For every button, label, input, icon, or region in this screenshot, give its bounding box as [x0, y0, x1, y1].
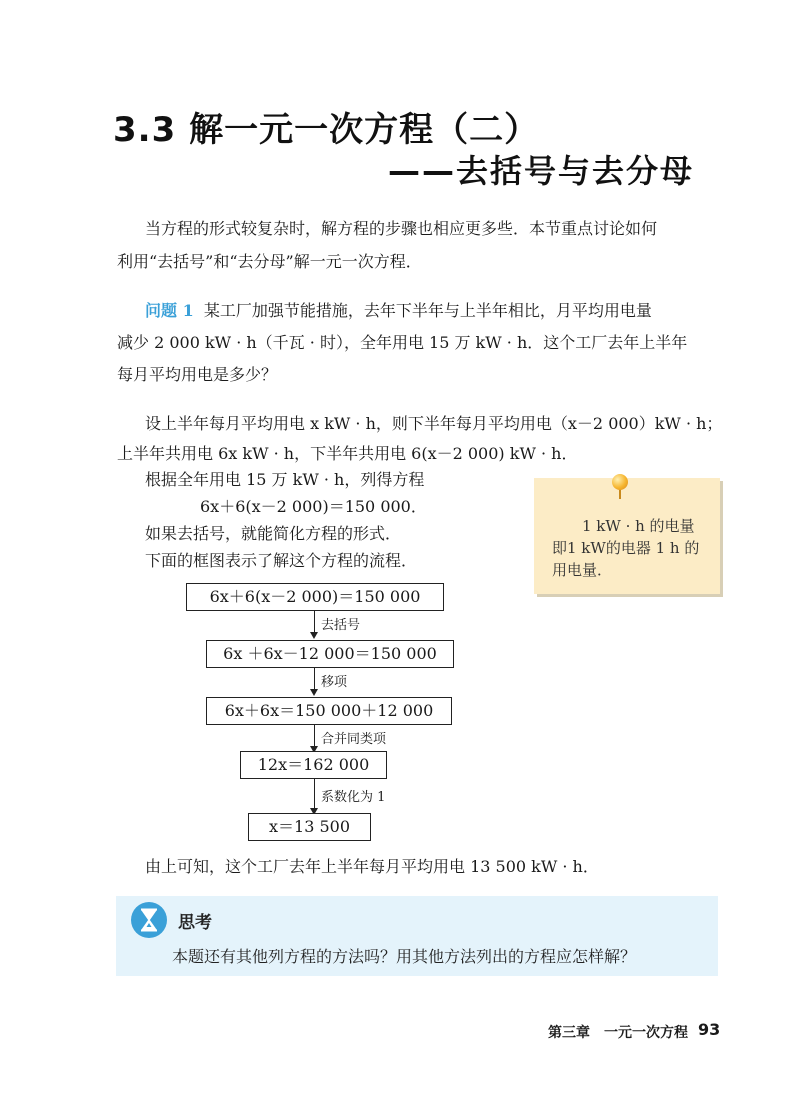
pin-stem	[619, 489, 621, 499]
flow-box-2: 6x ＋6x－12 000＝150 000	[206, 640, 454, 668]
solution-line-1: 设上半年每月平均用电 x kW · h，则下半年每月平均用电（x－2 000）kW · h；	[145, 414, 723, 433]
hourglass-glyph	[131, 902, 167, 938]
solution-line-3: 根据全年用电 15 万 kW · h，列得方程	[145, 470, 425, 489]
intro-line-1: 当方程的形式较复杂时，解方程的步骤也相应更多些．本节重点讨论如何	[145, 219, 658, 238]
section-subtitle: ——去括号与去分母	[388, 152, 695, 190]
problem-line-1	[145, 301, 652, 321]
solution-line-5: 下面的框图表示了解这个方程的流程．	[145, 551, 418, 570]
problem-text-1: 某工厂加强节能措施，去年下半年与上半年相比，月平均用电量	[203, 301, 652, 320]
flow-box-5: x＝13 500	[248, 813, 371, 841]
section-title: 3.3 解一元一次方程（二）	[113, 110, 540, 150]
problem-label: 问题 1	[145, 301, 194, 320]
solution-equation: 6x＋6(x－2 000)＝150 000．	[200, 497, 427, 516]
hourglass-icon	[131, 902, 167, 938]
note-line-3: 用电量．	[552, 561, 613, 579]
solution-line-2: 上半年共用电 6x kW · h，下半年共用电 6(x－2 000) kW · h．	[117, 444, 578, 463]
note-line-1: 1 kW · h 的电量	[582, 517, 695, 535]
arrow-down-icon	[310, 632, 318, 639]
flow-box-3: 6x＋6x＝150 000＋12 000	[206, 697, 452, 725]
problem-line-3: 每月平均用电是多少？	[117, 365, 278, 384]
problem-line-2: 减少 2 000 kW · h（千瓦 · 时），全年用电 15 万 kW · h．这个工厂去年上半年	[117, 333, 688, 352]
conclusion: 由上可知，这个工厂去年上半年每月平均用电 13 500 kW · h．	[145, 857, 599, 876]
think-body: 本题还有其他列方程的方法吗？用其他方法列出的方程应怎样解？	[172, 947, 637, 966]
note-line-2: 即1 kW的电器 1 h 的	[552, 539, 700, 557]
solution-line-4: 如果去括号，就能简化方程的形式．	[145, 524, 402, 543]
flow-step-2: 移项	[321, 675, 348, 690]
page-number: 93	[698, 1020, 721, 1039]
note-text	[552, 515, 699, 581]
think-title: 思考	[178, 913, 212, 933]
flow-step-3: 合并同类项	[321, 732, 387, 747]
chapter-footer: 第三章 一元一次方程	[548, 1025, 688, 1041]
flow-box-4: 12x＝162 000	[240, 751, 387, 779]
pushpin-icon	[612, 474, 628, 490]
flow-box-1: 6x＋6(x－2 000)＝150 000	[186, 583, 444, 611]
flow-step-1: 去括号	[321, 618, 361, 633]
intro-line-2: 利用“去括号”和“去分母”解一元一次方程．	[117, 252, 422, 271]
flow-connector-4	[314, 778, 315, 812]
arrow-down-icon	[310, 689, 318, 696]
flow-step-4: 系数化为 1	[321, 790, 386, 805]
